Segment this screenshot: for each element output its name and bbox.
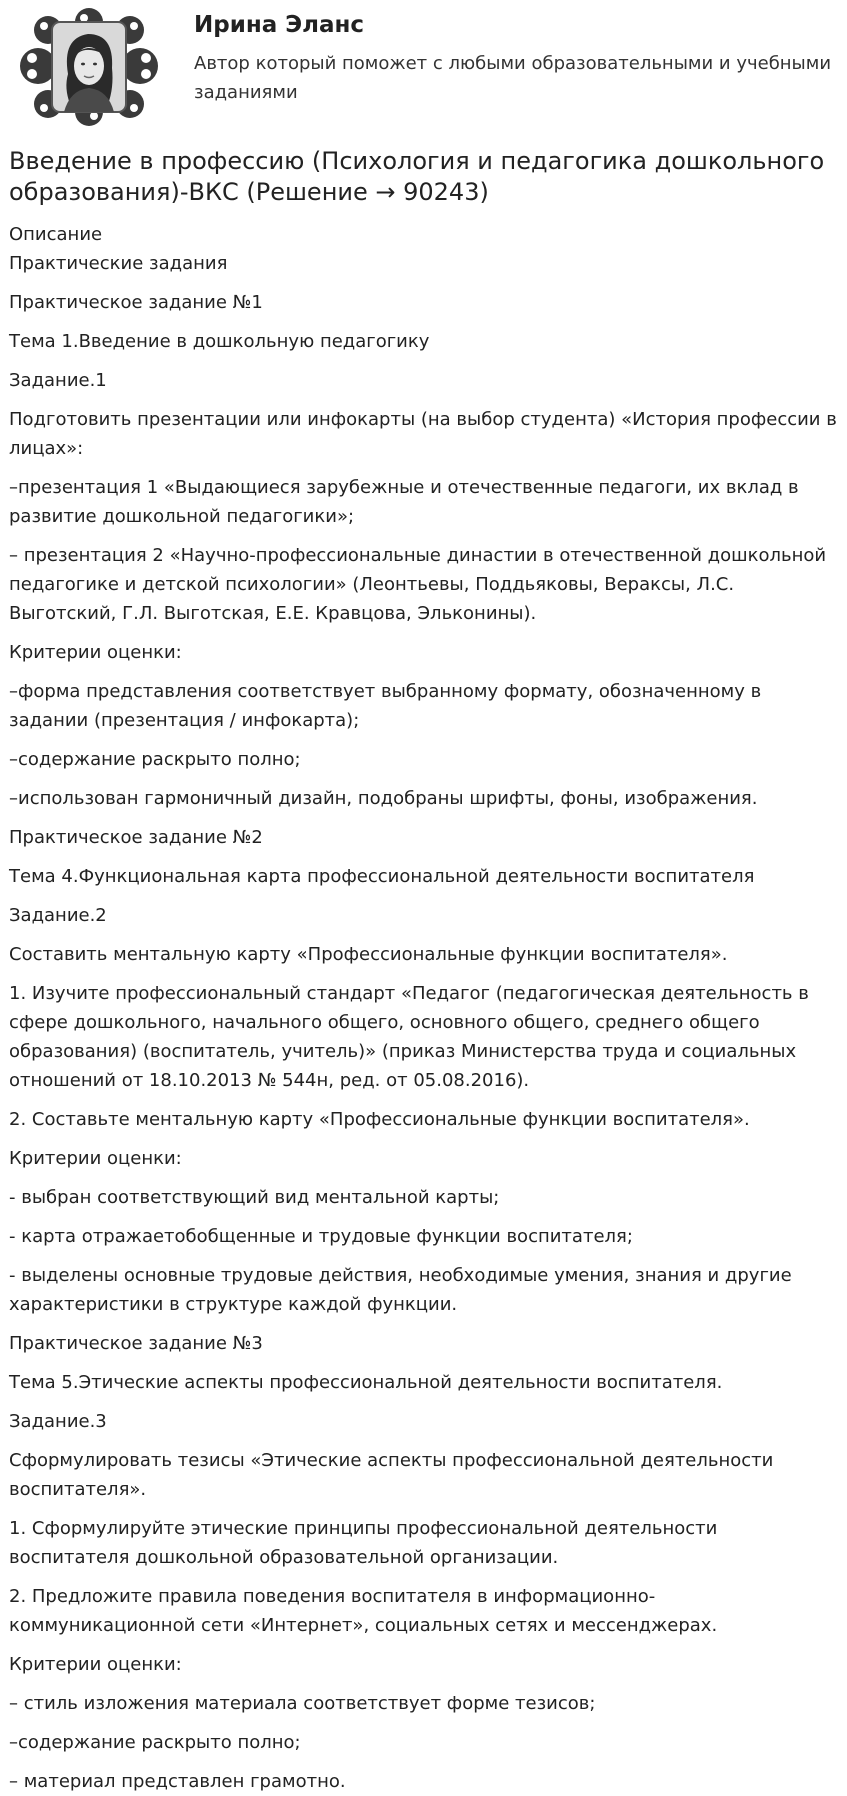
author-block	[9, 0, 838, 128]
content-paragraph: – материал представлен грамотно.	[9, 1771, 346, 1792]
author-description: Автор который поможет с любыми образовательными и учебными заданиями	[194, 53, 832, 103]
content-paragraph: Задание.2	[9, 905, 107, 926]
content-paragraph: Задание.3	[9, 1411, 107, 1432]
content-paragraph: Тема 4.Функциональная карта профессиональной деятельности воспитателя	[9, 866, 755, 887]
content-paragraph: Подготовить презентации или инфокарты (на выбор студента) «История профессии в лицах»:	[9, 409, 837, 459]
content-paragraph: – стиль изложения материала соответствует форме тезисов;	[9, 1693, 596, 1714]
content-paragraph: Практическое задание №1	[9, 292, 263, 313]
content-paragraph: Критерии оценки:	[9, 1654, 182, 1675]
content-paragraph: –форма представления соответствует выбранному формату, обозначенному в задании (презентация / инфокарта);	[9, 681, 762, 731]
content-paragraph: Сформулировать тезисы «Этические аспекты профессиональной деятельности воспитателя».	[9, 1450, 774, 1500]
content-paragraph: Практическое задание №2	[9, 827, 263, 848]
content-paragraph: Тема 1.Введение в дошкольную педагогику	[9, 331, 430, 352]
content-paragraph: - карта отражаетобобщенные и трудовые функции воспитателя;	[9, 1226, 633, 1247]
content-paragraph: - выбран соответствующий вид ментальной карты;	[9, 1187, 500, 1208]
content-paragraph: 1. Сформулируйте этические принципы профессиональной деятельности воспитателя дошкольной образовательной организации.	[9, 1518, 718, 1568]
content-paragraph: –презентация 1 «Выдающиеся зарубежные и отечественные педагоги, их вклад в развитие дошкольной педагогики»;	[9, 477, 799, 527]
content-paragraph: –содержание раскрыто полно;	[9, 749, 301, 770]
description-content	[9, 249, 838, 1796]
content-paragraph: 1. Изучите профессиональный стандарт «Педагог (педагогическая деятельность в сфере дошкольного, начального общего, основного общего, среднего общего образования) (воспитатель, учитель)» (приказ Министерства труда и социальных отношений от 18.10.2013 № 544н, ред. от 05.08.2016).	[9, 983, 809, 1091]
content-paragraph: Практическое задание №3	[9, 1333, 263, 1354]
content-paragraph: Практические задания	[9, 253, 228, 274]
content-paragraph: Критерии оценки:	[9, 642, 182, 663]
content-paragraph: –использован гармоничный дизайн, подобраны шрифты, фоны, изображения.	[9, 788, 758, 809]
content-paragraph: Тема 5.Этические аспекты профессиональной деятельности воспитателя.	[9, 1372, 723, 1393]
author-name[interactable]: Ирина Эланс	[194, 12, 365, 38]
content-paragraph: – презентация 2 «Научно-профессиональные династии в отечественной дошкольной педагогике и детской психологии» (Леонтьевы, Поддьяковы, Вераксы, Л.С. Выготский, Г.Л. Выготская, Е.Е. Кравцова, Эльконины).	[9, 545, 827, 624]
content-paragraph: 2. Предложите правила поведения воспитателя в информационно-коммуникационной сети «Интернет», социальных сетях и мессенджерах.	[9, 1586, 718, 1636]
content-paragraph: 2. Составьте ментальную карту «Профессиональные функции воспитателя».	[9, 1109, 750, 1130]
content-paragraph: –содержание раскрыто полно;	[9, 1732, 301, 1753]
content-paragraph: Задание.1	[9, 370, 107, 391]
page-title: Введение в профессию (Психология и педагогика дошкольного образования)-ВКС (Решение → 90243)	[9, 147, 825, 206]
content-paragraph: Критерии оценки:	[9, 1148, 182, 1169]
content-paragraph: - выделены основные трудовые действия, необходимые умения, знания и другие характеристики в структуре каждой функции.	[9, 1265, 792, 1315]
content-paragraph: Составить ментальную карту «Профессиональные функции воспитателя».	[9, 944, 728, 965]
author-avatar[interactable]	[18, 8, 160, 126]
section-label: Описание	[9, 224, 103, 245]
